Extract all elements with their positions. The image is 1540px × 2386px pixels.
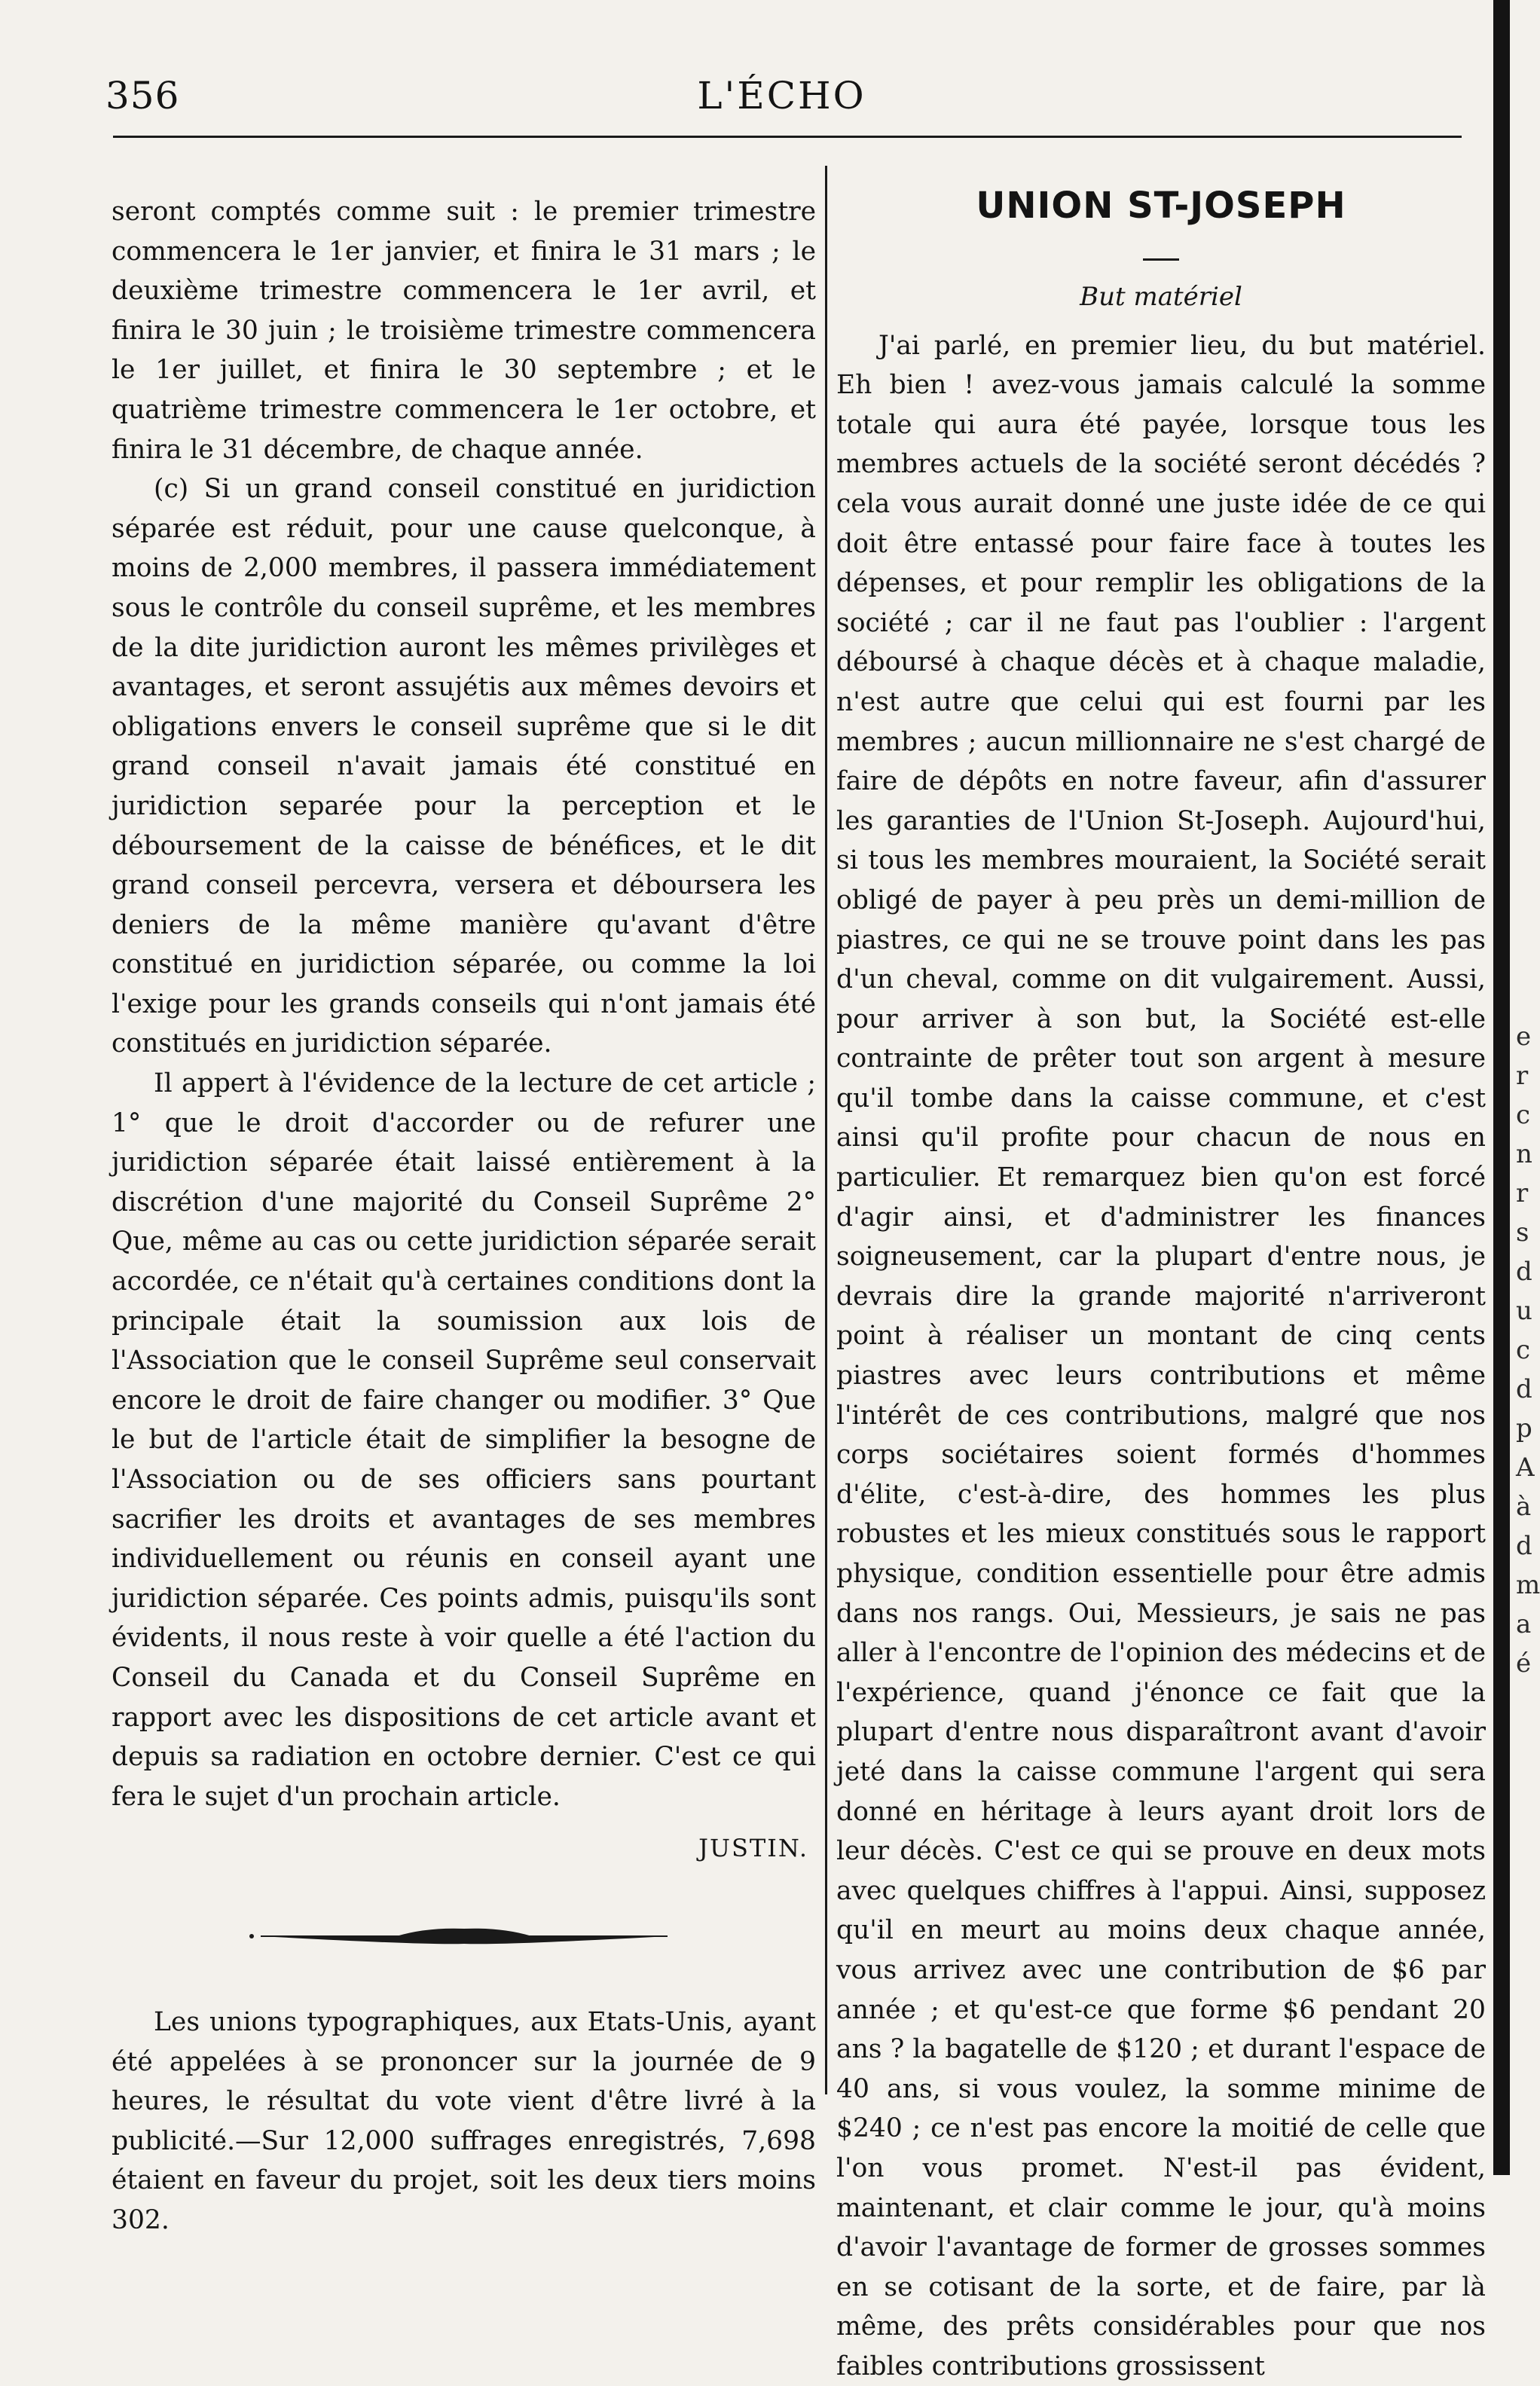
- right-column: [836, 185, 1486, 2386]
- commentary-paragraph: Il appert à l'évidence de la lecture de cet article ; 1° que le droit d'accorder ou de refurer une juridiction séparée était laissé entièrement à la discrétion d'une majorité du Conseil Suprême 2° Que, même au cas ou cette juridiction séparée serait accordée, ce n'était qu'à certaines conditions dont la principale était la soumission aux lois de l'Association que le conseil Suprême seul conservait encore le droit de faire changer ou modifier. 3° Que le but de l'article était de simplifier la besogne de l'Association ou de ses officiers sans pourtant sacrifier les droits et avantages de ses membres individuellement ou réunis en conseil ayant une juridiction séparée. Ces points admis, puisqu'ils sont évidents, il nous reste à voir quelle a été l'action du Conseil du Canada et du Conseil Suprême en rapport avec les dispositions de cet article avant et depuis sa radiation en octobre dernier. C'est ce qui fera le sujet d'un prochain article.: [112, 1068, 816, 1812]
- typographical-unions-notice: Les unions typographiques, aux Etats-Unis, ayant été appelées à se prononcer sur la journée de 9 heures, le résultat du vote vient d'être livré à la publicité.—Sur 12,000 suffrages enregistrés, 7,698 étaient en faveur du projet, soit les deux tiers moins 302.: [112, 2006, 816, 2235]
- margin-fragments: e r c n r s d u c d p A à d m a é: [1516, 1022, 1540, 1679]
- title-dash: [1143, 258, 1179, 261]
- article-subtitle: But matériel: [1080, 282, 1242, 312]
- column-divider: [825, 166, 827, 2094]
- page-number: 356: [105, 74, 180, 118]
- article-body: J'ai parlé, en premier lieu, du but matériel. Eh bien ! avez-vous jamais calculé la somme totale qui aura été payée, lorsque tous les membres actuels de la société seront décédés ? cela vous aurait donné une juste idée de ce qui doit être entassé pour faire face à toutes les dépenses, et pour remplir les obligations de la société ; car il ne faut pas l'oublier : l'argent déboursé à chaque décès et à chaque maladie, n'est autre que celui qui est fourni par les membres ; aucun millionnaire ne s'est chargé de faire de dépôts en notre faveur, afin d'assurer les garanties de l'Union St-Joseph. Aujourd'hui, si tous les membres mouraient, la Société serait obligé de payer à peu près un demi-million de piastres, ce qui ne se trouve point dans les pas d'un cheval, comme on dit vulgairement. Aussi, pour arriver à son but, la Société est-elle contrainte de prêter tout son argent à mesure qu'il tombe dans la caisse commune, et c'est ainsi qu'il profite pour chacun de nous en particulier. Et remarquez bien qu'on est forcé d'agir ainsi, et d'administrer les finances soigneusement, car la plupart d'entre nous, je devrais dire la grande majorité n'arriveront point à réaliser un montant de cinq cents piastres avec leurs contributions et même l'intérêt de ces contributions, malgré que nos corps sociétaires soient formés d'hommes d'élite, c'est-à-dire, des hommes les plus robustes et les mieux constitués sous le rapport physique, condition essentielle pour être admis dans nos rangs. Oui, Messieurs, je sais ne pas aller à l'encontre de l'opinion des médecins et de l'expérience, quand j'énonce ce fait que la plupart d'entre nous disparaîtront avant d'avoir jeté dans la caisse commune l'argent qui sera donné en héritage à leurs ayant droit lors de leur décès. C'est ce qui se prouve en deux mots avec quelques chiffres à l'appui. Ainsi, supposez qu'il en meurt au moins deux chaque année, vous arrivez avec une contribution de $6 par année ; et qu'est-ce que forme $6 pendant 20 ans ? la bagatelle de $120 ; et durant l'espace de 40 ans, si vous voulez, la somme minime de $240 ; ce n'est pas encore la moitié de celle que l'on vous promet. N'est-il pas évident, maintenant, et clair comme le jour, qu'à moins d'avoir l'avantage de former de grosses sommes en se cotisant de la sorte, et de faire, par là même, des prêts considérables pour que nos faibles contributions grossissent: [836, 330, 1486, 2381]
- header-rule: [113, 136, 1462, 138]
- author-signature: JUSTIN.: [698, 1834, 808, 1863]
- scan-edge-bar: [1493, 0, 1510, 2175]
- clause-c-paragraph: (c) Si un grand conseil constitué en juridiction séparée est réduit, pour une cause quelconque, à moins de 2,000 membres, il passera immédiatement sous le contrôle du conseil suprême, et les membres de la dite juridiction auront les mêmes privilèges et avantages, et seront assujétis aux mêmes devoirs et obligations envers le conseil suprême que si le dit grand conseil n'avait jamais été constitué en juridiction separée pour la perception et le déboursement de la caisse de bénéfices, et le dit grand conseil percevra, versera et déboursera les deniers de la même manière qu'avant d'être constitué en juridiction séparée, ou comme la loi l'exige pour les grands conseils qui n'ont jamais été constitués en juridiction séparée.: [112, 474, 816, 1059]
- ornament-divider-icon: [246, 1921, 683, 1951]
- page-header: [105, 74, 1458, 134]
- continued-paragraph: seront comptés comme suit : le premier trimestre commencera le 1er janvier, et finira le 31 mars ; le deuxième trimestre commencera le 1er avril, et finira le 30 juin ; le troisième trimestre commencera le 1er juillet, et finira le 30 septembre ; et le quatrième trimestre commencera le 1er octobre, et finira le 31 décembre, de chaque année.: [112, 197, 816, 465]
- left-column: [112, 192, 816, 2241]
- article-title: UNION ST-JOSEPH: [976, 185, 1346, 227]
- journal-title: L'ÉCHO: [697, 74, 866, 118]
